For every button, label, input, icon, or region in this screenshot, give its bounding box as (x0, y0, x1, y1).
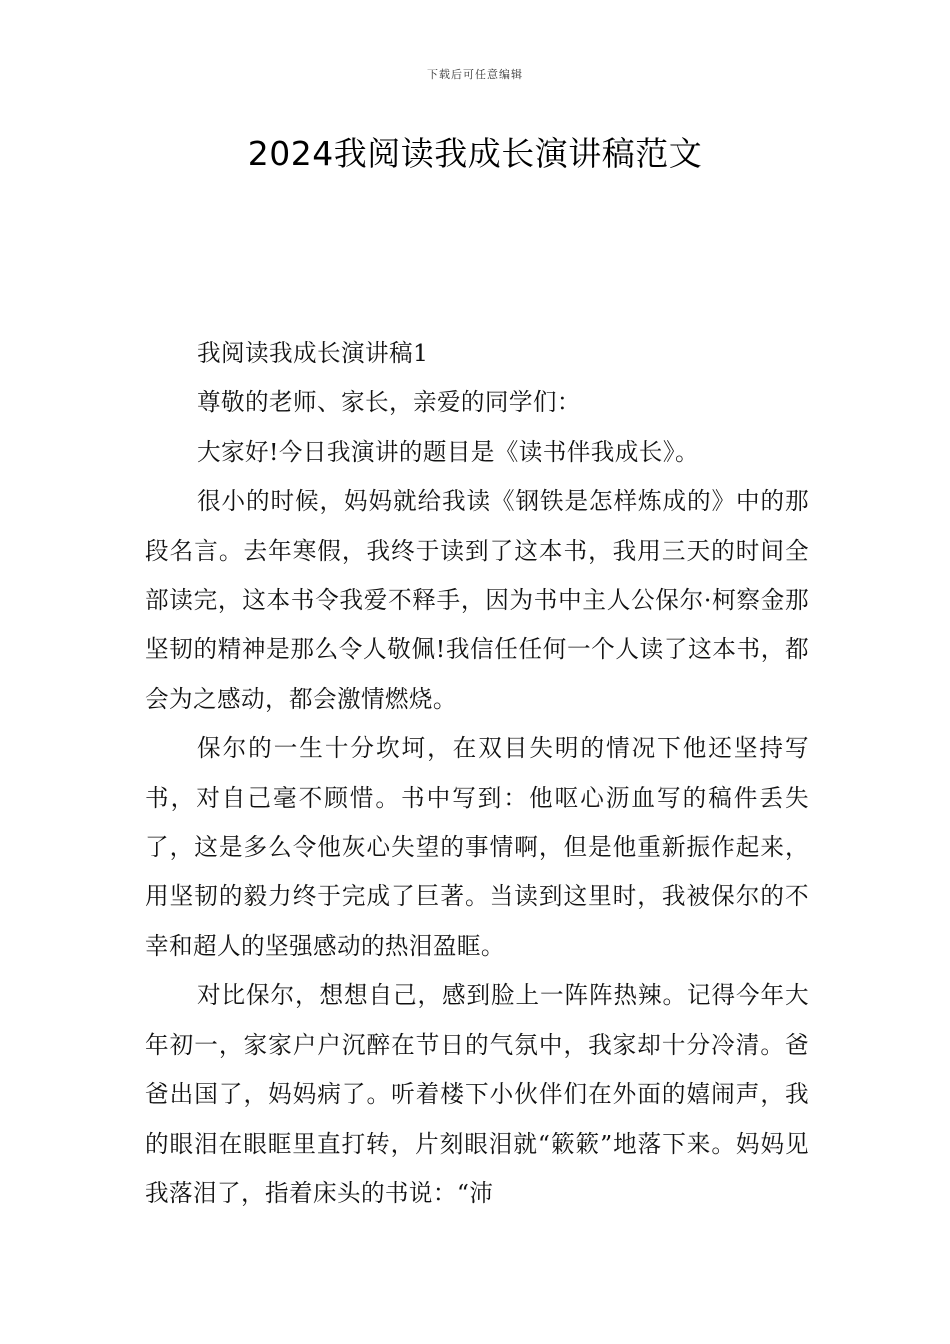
speech-heading: 我阅读我成长演讲稿1 (197, 339, 429, 367)
document-title: 2024我阅读我成长演讲稿范文 (247, 134, 703, 173)
salutation: 尊敬的老师、家长，亲爱的同学们： (197, 388, 581, 417)
body-paragraph: 对比保尔，想想自己，感到脸上一阵阵热辣。记得今年大年初一，家家户户沉醉在节日的气氛中，我家却十分冷清。爸爸出国了，妈妈病了。听着楼下小伙伴们在外面的嬉闹声，我的眼泪在眼眶里直打转，片刻眼泪就“簌簌”地落下来。妈妈见我落泪了，指着床头的书说：“沛 (145, 981, 809, 1207)
greeting-paragraph: 大家好!今日我演讲的题目是《读书伴我成长》。 (197, 437, 699, 466)
document-body (145, 329, 809, 1218)
body-paragraph: 很小的时候，妈妈就给我读《钢铁是怎样炼成的》中的那段名言。去年寒假，我终于读到了这本书，我用三天的时间全部读完，这本书令我爱不释手，因为书中主人公保尔·柯察金那坚韧的精神是那么令人敬佩!我信任任何一个人读了这本书，都会为之感动，都会激情燃烧。 (145, 487, 809, 713)
header-note: 下载后可任意编辑 (427, 68, 523, 81)
body-paragraph: 保尔的一生十分坎坷，在双目失明的情况下他还坚持写书，对自己毫不顾惜。书中写到：他呕心沥血写的稿件丢失了，这是多么令他灰心失望的事情啊，但是他重新振作起来，用坚韧的毅力终于完成了巨著。当读到这里时，我被保尔的不幸和超人的坚强感动的热泪盈眶。 (145, 734, 809, 960)
